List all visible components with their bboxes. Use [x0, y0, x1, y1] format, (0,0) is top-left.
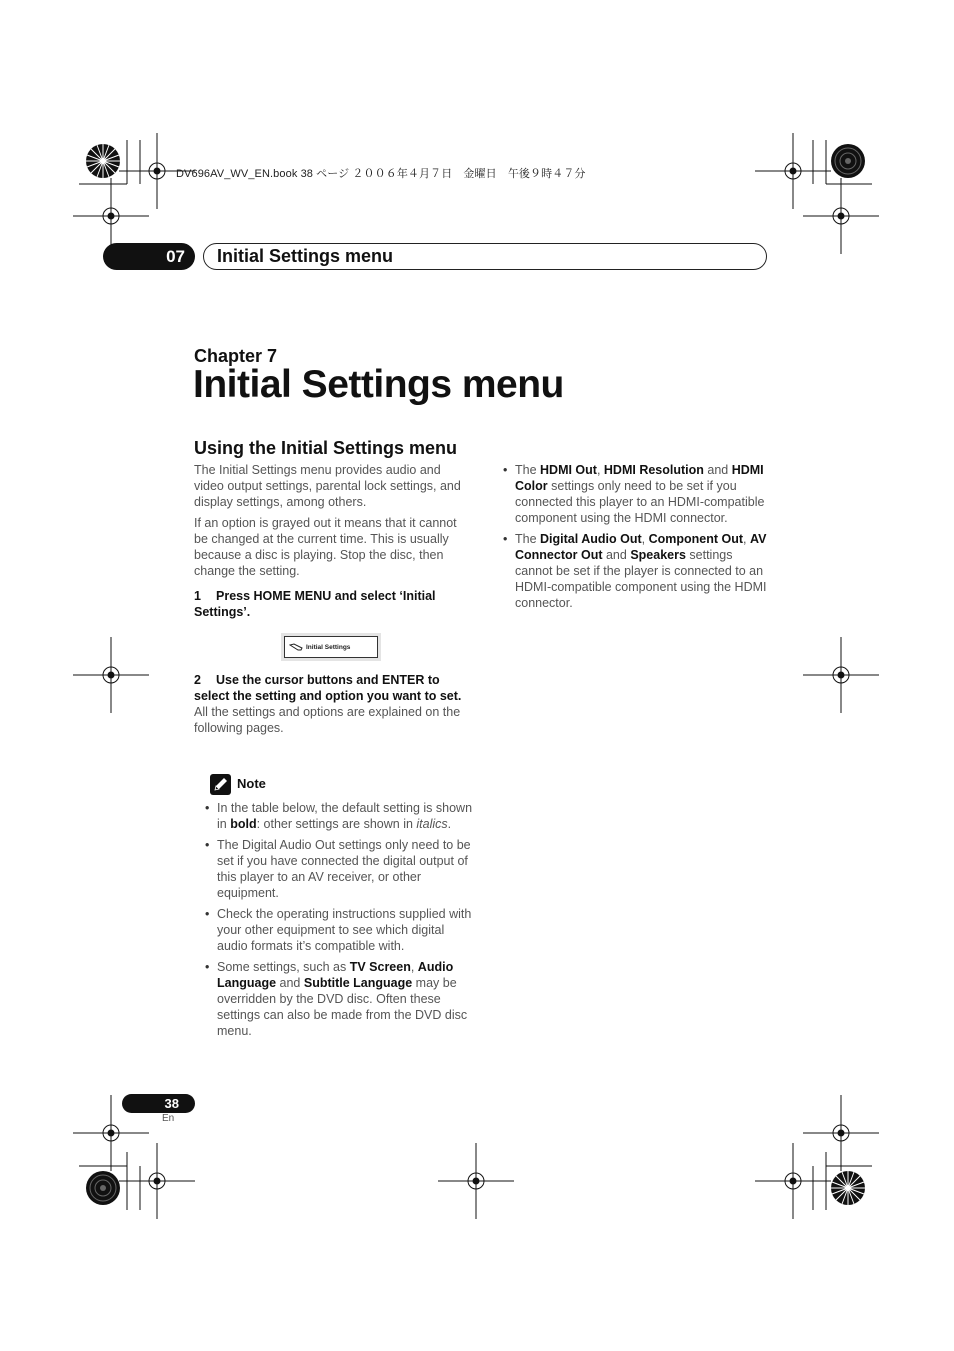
page-number: 38: [122, 1094, 195, 1113]
initial-settings-menu-screen: [281, 633, 381, 661]
menu-screen-label: Initial Settings: [306, 643, 351, 651]
step-2-text: Use the cursor buttons and ENTER to select the setting and option you want to set.: [194, 673, 462, 703]
note-item-4: • Some settings, such as TV Screen, Audio Language and Subtitle Language may be overridden by the DVD disc. Often these settings can also be made from the DVD disc menu.: [194, 959, 474, 1039]
step-1-number: 1: [194, 589, 201, 603]
page-language: En: [162, 1113, 175, 1124]
chapter-title: Initial Settings menu: [193, 363, 564, 406]
right-list: [492, 462, 768, 616]
chapter-number-tab: 07: [103, 243, 195, 270]
note-list: [194, 800, 474, 1044]
section-heading: Using the Initial Settings menu: [194, 438, 458, 458]
note-pencil-icon: [210, 774, 231, 795]
right-item-2: • The Digital Audio Out, Component Out, AV Connector Out and Speakers settings cannot be set if the player is connected to an HDMI-compatible component using the HDMI connector.: [492, 531, 768, 611]
step-1: [194, 588, 470, 620]
chapter-label: Chapter 7: [194, 346, 278, 366]
intro-paragraph-1: The Initial Settings menu provides audio and video output settings, parental lock settings, and display settings, among others.: [194, 463, 461, 509]
note-item-2: • The Digital Audio Out settings only need to be set if you have connected the digital output of this player to an AV receiver, or other equipment.: [194, 837, 474, 901]
note-label: Note: [237, 776, 266, 791]
print-header: DV696AV_WV_EN.book 38 ページ ２００６年４月７日 金曜日 午後９時４７分: [176, 168, 586, 180]
step-2: [194, 672, 470, 736]
left-intro: [194, 462, 470, 579]
running-header-title: Initial Settings menu: [203, 243, 767, 270]
note-item-3: • Check the operating instructions supplied with your other equipment to see which digital audio formats it’s compatible with.: [194, 906, 474, 954]
intro-paragraph-2: If an option is grayed out it means that it cannot be changed at the current time. This is usually because a disc is playing. Stop the disc, then change the setting.: [194, 516, 457, 578]
note-item-1: • In the table below, the default setting is shown in bold: other settings are shown in italics.: [194, 800, 474, 832]
step-2-number: 2: [194, 673, 201, 687]
step-1-text: Press HOME MENU and select ‘Initial Settings’.: [194, 589, 436, 619]
right-item-1: • The HDMI Out, HDMI Resolution and HDMI Color settings only need to be set if you connected this player to an HDMI-compatible component using the HDMI connector.: [492, 462, 768, 526]
wrench-icon: [289, 643, 303, 652]
step-2-body: All the settings and options are explained on the following pages.: [194, 705, 461, 735]
